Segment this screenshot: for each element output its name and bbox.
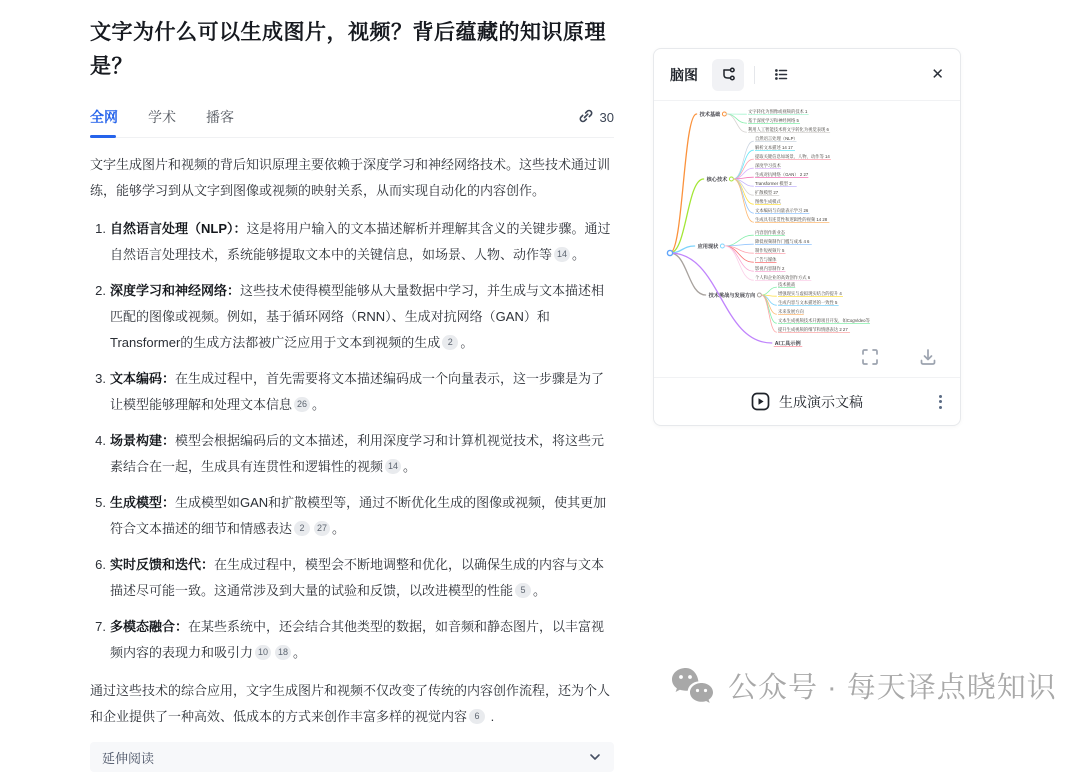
svg-text:生成对抗网络（GAN） 2 27: 生成对抗网络（GAN） 2 27 (755, 172, 809, 177)
svg-text:制作短视频片 5: 制作短视频片 5 (755, 248, 785, 253)
mindmap-panel-header (654, 49, 960, 101)
svg-text:扩散模型 27: 扩散模型 27 (755, 190, 779, 195)
answer-intro: 文字生成图片和视频的背后知识原理主要依赖于深度学习和神经网络技术。这些技术通过训练，能够学习到从文字到图像或视频的映射关系，从而实现自动化的内容创作。 (90, 157, 611, 198)
mindmap-icon (720, 66, 737, 83)
tab-podcast[interactable]: 播客 (206, 108, 234, 125)
svg-text:生成内容与文本描述的一致性 5: 生成内容与文本描述的一致性 5 (778, 300, 838, 305)
fullscreen-icon[interactable] (860, 347, 880, 367)
mindmap-panel-title: 脑图 (670, 66, 698, 83)
svg-text:应用现状: 应用现状 (697, 243, 719, 250)
mindmap-view-button[interactable] (712, 59, 744, 91)
link-icon (578, 108, 594, 127)
svg-text:技术基础: 技术基础 (699, 111, 721, 118)
answer-body (90, 152, 614, 730)
answer-list-item: 2. 深度学习和神经网络：这些技术使得模型能够从大量数据中学习，并生成与文本描述相匹配的图像或视频。例如，基于循环网络（RNN）、生成对抗网络（GAN）和Transformer的生成方法都被广泛应用于文本到视频的生成 2 。 (95, 283, 605, 350)
citation-badge[interactable]: 10 (255, 645, 271, 660)
svg-text:内容创作新业态: 内容创作新业态 (755, 230, 786, 235)
svg-text:影视内容制作 2: 影视内容制作 2 (755, 266, 785, 271)
sources-count-value: 30 (599, 110, 614, 125)
mindmap-panel (653, 48, 961, 426)
more-options-icon[interactable] (939, 395, 942, 409)
svg-text:技术挑战: 技术挑战 (778, 282, 796, 287)
svg-text:未来发展方向: 未来发展方向 (778, 309, 804, 314)
citation-badge[interactable]: 26 (294, 397, 310, 412)
svg-text:文本编码与向量表示学习 26: 文本编码与向量表示学习 26 (755, 208, 809, 213)
svg-text:解析文本描述 14 17: 解析文本描述 14 17 (755, 145, 793, 150)
citation-badge[interactable]: 14 (554, 247, 570, 262)
citation-badge[interactable]: 5 (515, 583, 531, 598)
svg-text:深度学习技术: 深度学习技术 (755, 163, 781, 168)
svg-text:生成具有连贯性和逻辑性的视频 14 28: 生成具有连贯性和逻辑性的视频 14 28 (755, 217, 828, 222)
answer-list-item: 7. 多模态融合：在某些系统中，还会结合其他类型的数据，如音频和静态图片，以丰富视频内容的表现力和吸引力 10 18 。 (95, 619, 605, 660)
citation-badge[interactable]: 14 (385, 459, 401, 474)
citation-badge[interactable]: 27 (314, 521, 330, 536)
citation-badge[interactable]: 6 (469, 709, 485, 724)
tab-academic[interactable]: 学术 (148, 108, 176, 125)
answer-list-item: 6. 实时反馈和迭代：在生成过程中，模型会不断地调整和优化，以确保生成的内容与文本描述尽可能一致。这通常涉及到大量的试验和反馈，以改进模型的性能 5 。 (95, 557, 605, 598)
answer-list (90, 216, 614, 666)
extended-reading-bar[interactable] (90, 742, 614, 772)
question-title: 文字为什么可以生成图片，视频？背后蕴藏的知识原理是？ (90, 21, 606, 78)
svg-text:提取关键信息如场景、人物、动作等 14: 提取关键信息如场景、人物、动作等 14 (755, 154, 830, 159)
svg-text:提升生成视频的细节和情感表达 2 27: 提升生成视频的细节和情感表达 2 27 (778, 327, 848, 332)
svg-text:核心技术: 核心技术 (706, 176, 728, 183)
wechat-bubbles-icon (668, 664, 716, 706)
svg-text:文字转化为图像或视频的技术 1: 文字转化为图像或视频的技术 1 (748, 109, 808, 114)
header-divider (754, 66, 755, 84)
mindmap-tools (860, 347, 938, 367)
extended-reading-label: 延伸阅读 (102, 750, 155, 766)
watermark-text: 公众号 · 每天译点晓知识 (728, 671, 1057, 704)
presentation-play-icon (751, 392, 770, 411)
svg-text:技术挑战与发展方向: 技术挑战与发展方向 (708, 292, 756, 299)
svg-text:图像生成模式: 图像生成模式 (755, 199, 781, 204)
answer-closing: 通过这些技术的综合应用，文字生成图片和视频不仅改变了传统的内容创作流程，还为个人和企业提供了一种高效、低成本的方式来创作丰富多样的视觉内容 6 . (90, 683, 611, 724)
answer-list-item: 3. 文本编码：在生成过程中，首先需要将文本描述编码成一个向量表示，这一步骤是为了让模型能够理解和处理文本信息 26 。 (95, 371, 605, 412)
generate-presentation-label: 生成演示文稿 (779, 393, 863, 410)
citation-badge[interactable]: 2 (294, 521, 310, 536)
answer-list-item: 5. 生成模型：生成模型如GAN和扩散模型等，通过不断优化生成的图像或视频，使其更加符合文本描述的细节和情感表达 2 27 。 (95, 495, 607, 536)
citation-badge[interactable]: 18 (275, 645, 291, 660)
tab-all-web[interactable]: 全网 (90, 104, 118, 138)
outline-list-icon (773, 66, 790, 83)
svg-text:AI工具示例: AI工具示例 (774, 340, 801, 347)
svg-text:降低视频制作门槛与成本 4 6: 降低视频制作门槛与成本 4 6 (755, 239, 810, 244)
svg-text:基于深度学习和神经网络 5: 基于深度学习和神经网络 5 (748, 118, 799, 123)
source-tabs (90, 104, 614, 138)
answer-list-item: 4. 场景构建：模型会根据编码后的文本描述，利用深度学习和计算机视觉技术，将这些元素结合在一起，生成具有连贯性和逻辑性的视频 14 。 (95, 433, 605, 474)
close-icon[interactable]: ✕ (931, 66, 944, 83)
svg-text:增强现实与虚拟现实结合的提升 4: 增强现实与虚拟现实结合的提升 4 (778, 291, 842, 296)
svg-text:文本生成视频技术开源项目开发，如CogVideo等: 文本生成视频技术开源项目开发，如CogVideo等 (778, 318, 870, 323)
svg-text:个人和企业的高效创作方式 6: 个人和企业的高效创作方式 6 (755, 275, 811, 280)
generate-presentation-button[interactable] (654, 377, 960, 425)
citation-badge[interactable]: 2 (442, 335, 458, 350)
watermark (668, 664, 1057, 706)
mindmap-canvas[interactable] (654, 101, 960, 377)
sources-count[interactable] (578, 108, 614, 133)
answer-column (90, 16, 614, 772)
answer-list-item: 1. 自然语言处理（NLP）：这是将用户输入的文本描述解析并理解其含义的关键步骤。通过自然语言处理技术，系统能够提取文本中的关键信息，如场景、人物、动作等 14 。 (95, 221, 611, 262)
outline-view-button[interactable] (765, 59, 797, 91)
svg-text:利用人工智能技术将文字转化为视觉表现 6: 利用人工智能技术将文字转化为视觉表现 6 (748, 127, 829, 132)
svg-text:广告与媒体: 广告与媒体 (755, 257, 777, 262)
svg-text:Transformer 模型 2: Transformer 模型 2 (755, 181, 792, 186)
svg-text:自然语言处理（NLP）: 自然语言处理（NLP） (755, 136, 798, 141)
chevron-down-icon (588, 750, 602, 764)
download-icon[interactable] (918, 347, 938, 367)
mindmap-graph (660, 103, 956, 365)
